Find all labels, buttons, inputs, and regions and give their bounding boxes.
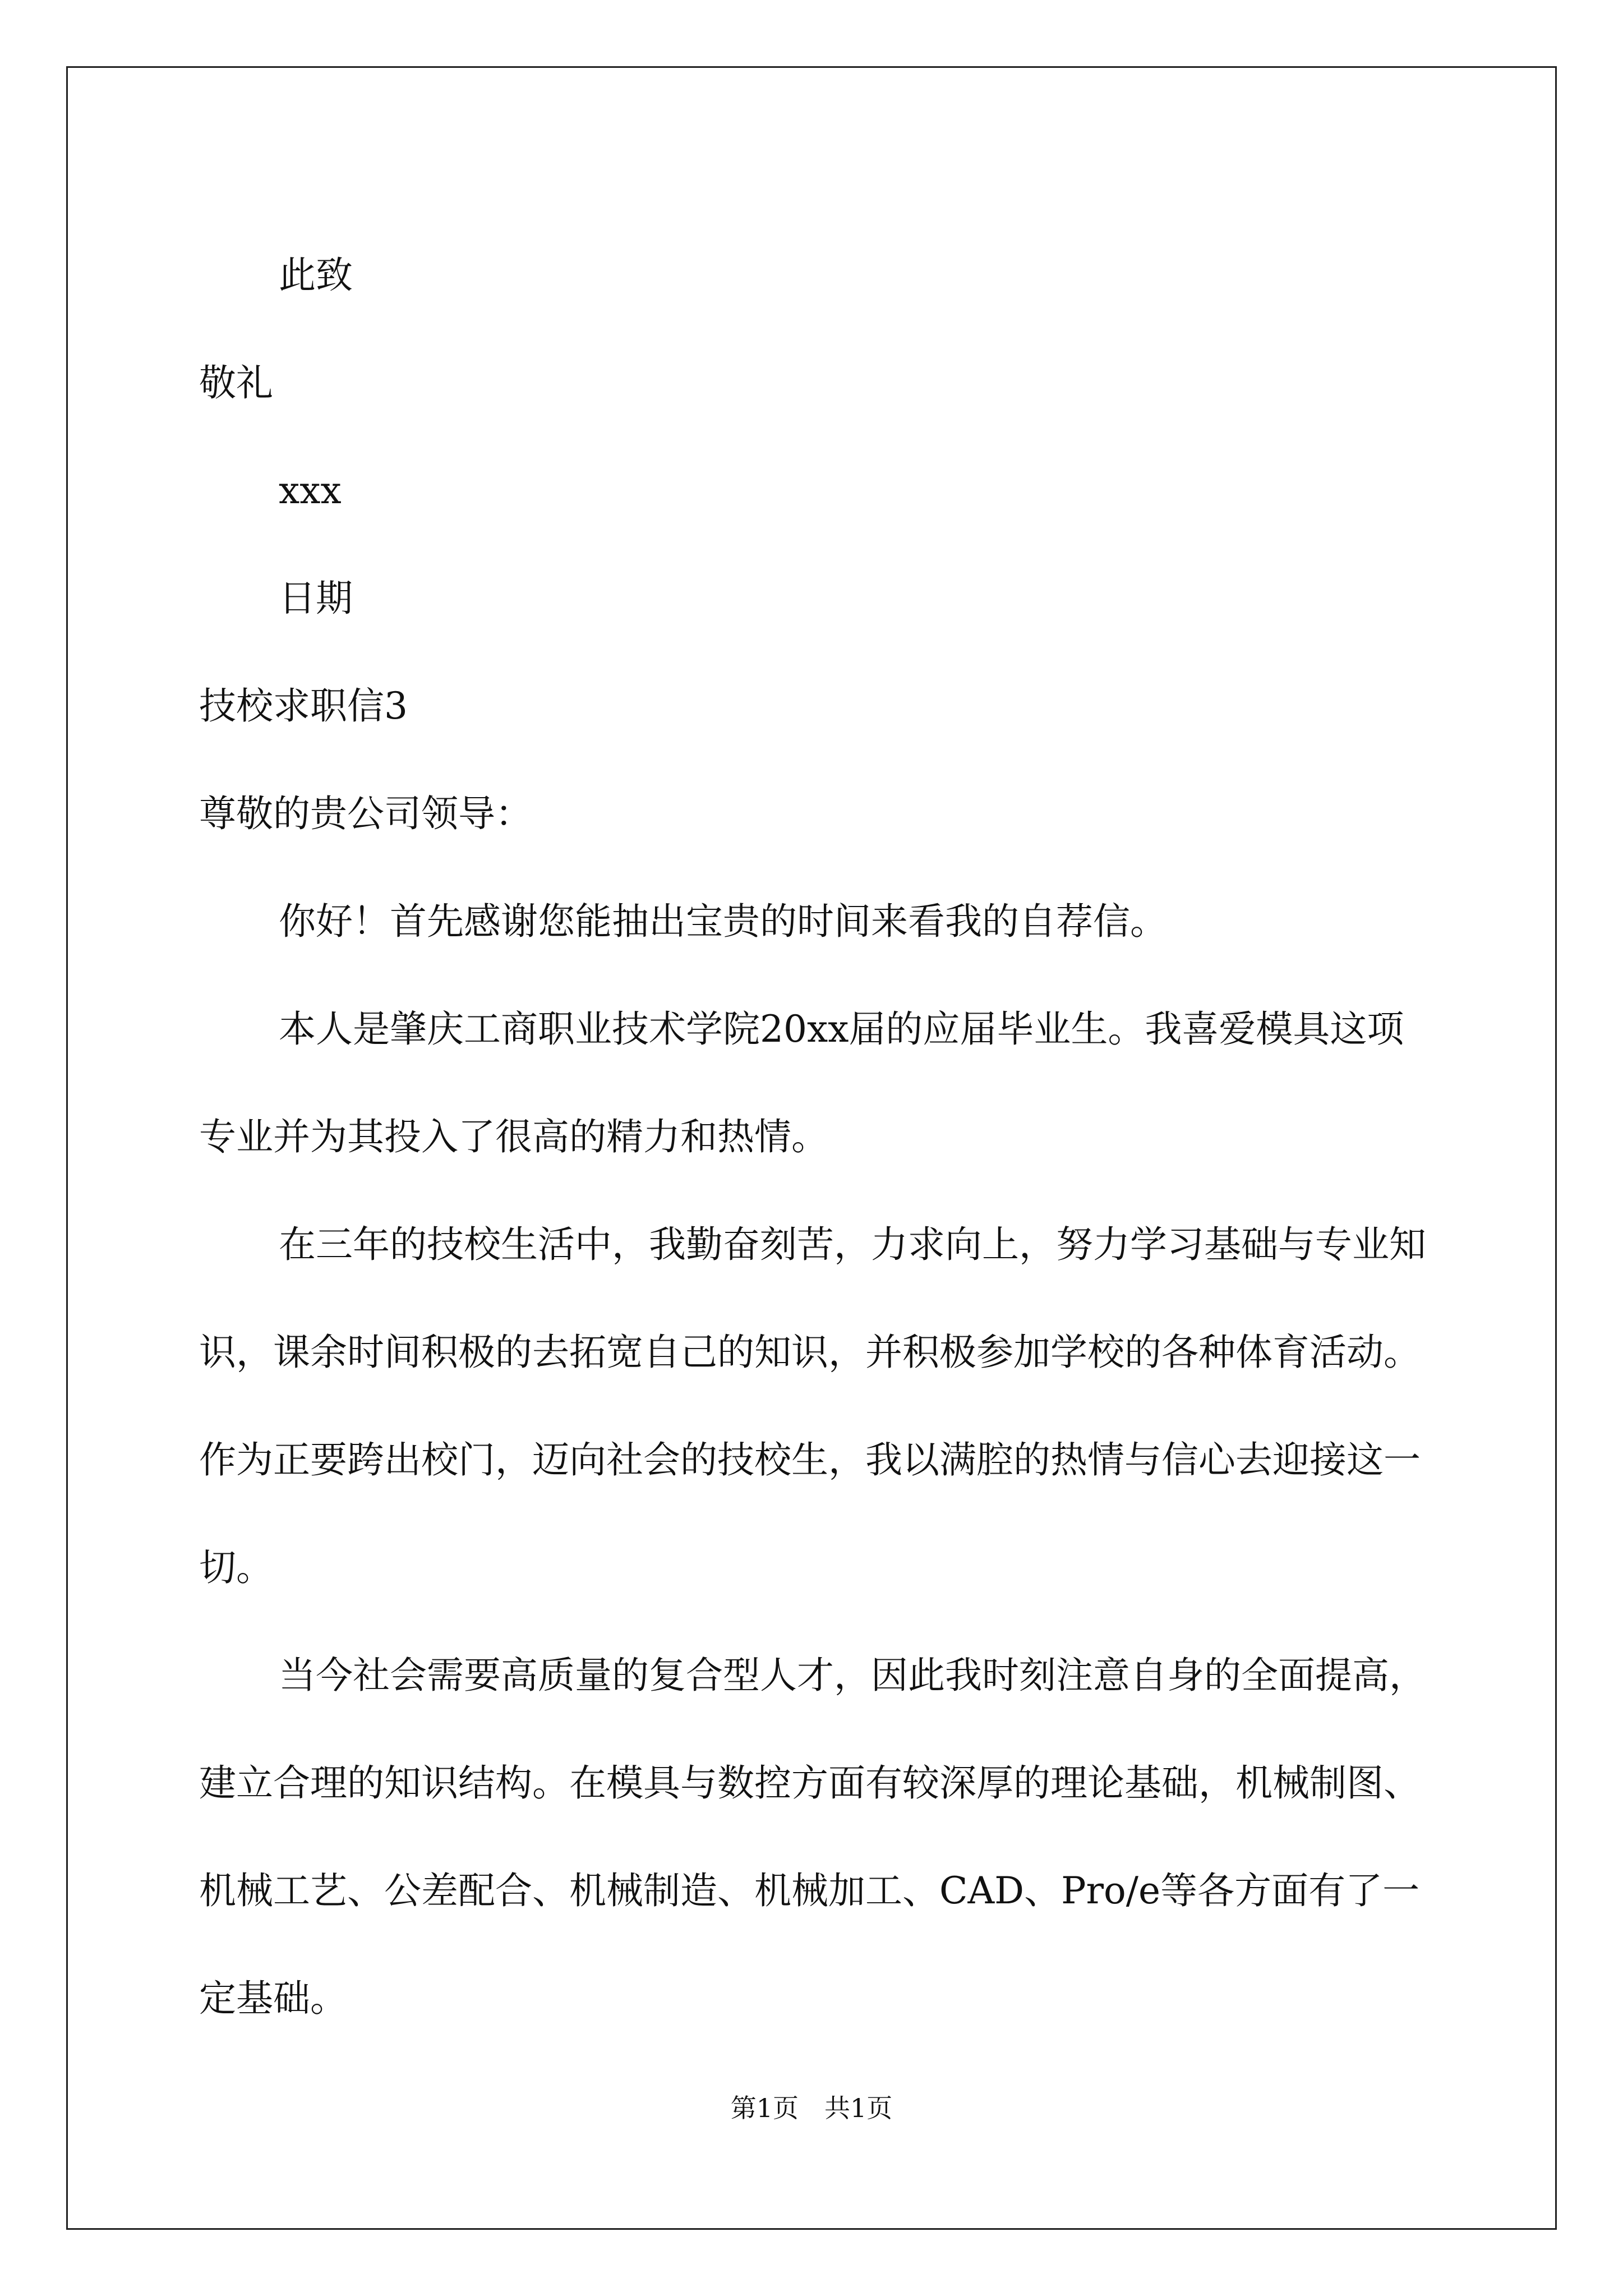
- paragraph-3: 在三年的技校生活中，我勤奋刻苦，力求向上，努力学习基础与专业知识，课余时间积极的去拓宽自己的知识，并积极参加学校的各种体育活动。作为正要跨出校门，迈向社会的技校生，我以满腔的热情与信心去迎接这一切。: [199, 1223, 1426, 1589]
- greeting-line: 尊敬的贵公司领导：: [199, 792, 532, 835]
- salute-line: 敬礼: [199, 361, 273, 404]
- date-line: 日期: [279, 577, 353, 620]
- paragraph-2: 本人是肇庆工商职业技术学院20xx届的应届毕业生。我喜爱模具这项专业并为其投入了很高的精力和热情。: [199, 1007, 1404, 1158]
- paragraph-1: 你好！首先感谢您能抽出宝贵的时间来看我的自荐信。: [279, 900, 1167, 943]
- page-number: 第1页 共1页: [730, 2093, 893, 2123]
- signature-line: xxx: [279, 469, 342, 512]
- closing-line: 此致: [279, 254, 353, 297]
- paragraph-4: 当今社会需要高质量的复合型人才，因此我时刻注意自身的全面提高，建立合理的知识结构。在模具与数控方面有较深厚的理论基础，机械制图、机械工艺、公差配合、机械制造、机械加工、CAD、Pro/e等各方面有了一定基础。: [199, 1654, 1426, 2020]
- letter-title: 技校求职信3: [199, 684, 408, 728]
- letter-body: [199, 222, 1438, 2053]
